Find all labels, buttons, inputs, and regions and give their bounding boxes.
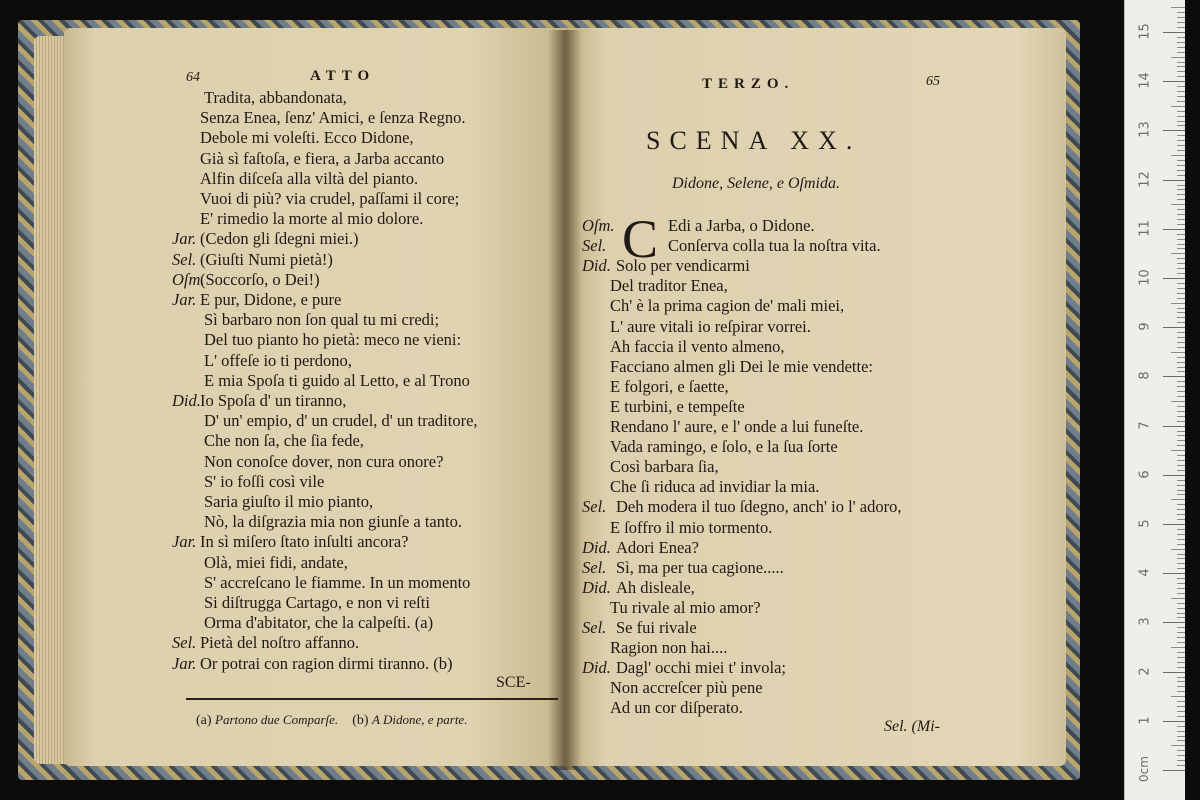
ruler-tick	[1177, 62, 1185, 63]
ruler-tick	[1177, 322, 1185, 323]
ruler-tick	[1171, 57, 1185, 58]
ruler-tick	[1177, 519, 1185, 520]
ruler-tick	[1163, 278, 1185, 279]
left-running-head: ATTO	[310, 68, 376, 84]
ruler-tick	[1177, 116, 1185, 117]
ruler-tick	[1177, 396, 1185, 397]
ruler-tick	[1177, 755, 1185, 756]
verse-line: Se fui rivale	[616, 618, 697, 637]
verse-line: Debole mi voleſti. Ecco Didone,	[200, 128, 414, 148]
verse-line: Rendano l' aure, e l' onde a lui funeſte.	[610, 417, 864, 436]
ruler-tick	[1177, 111, 1185, 112]
ruler-tick	[1177, 27, 1185, 28]
ruler-tick	[1177, 224, 1185, 225]
ruler-tick	[1177, 12, 1185, 13]
verse-line: Non accreſcer più pene	[610, 678, 763, 698]
ruler-tick	[1177, 544, 1185, 545]
speaker-label: Jar.	[172, 653, 197, 673]
verse-line: Pietà del noſtro affanno.	[200, 633, 360, 653]
verse-line: Ch' è la prima cagion de' mali miei,	[610, 296, 845, 316]
ruler-tick	[1177, 539, 1185, 540]
ruler-tick	[1177, 219, 1185, 220]
ruler-tick	[1177, 480, 1185, 481]
verse-line: Tradita, abbandonata,	[204, 88, 347, 107]
ruler-tick	[1177, 578, 1185, 579]
ruler-cm-label: 1	[1137, 716, 1153, 725]
speaker-label: Sel.	[172, 249, 197, 269]
ruler-tick	[1177, 135, 1185, 136]
ruler-tick	[1171, 7, 1185, 8]
ruler-tick	[1177, 293, 1185, 294]
ruler-tick	[1163, 475, 1185, 476]
left-catchword: SCE-	[496, 674, 531, 691]
ruler-tick	[1177, 445, 1185, 446]
ruler-cm-label: 2	[1137, 666, 1153, 676]
verse-line: S' io foſſi così vile	[204, 471, 325, 491]
ruler-tick	[1177, 170, 1185, 171]
ruler-tick	[1177, 66, 1185, 67]
verse-line: E mia Spoſa ti guido al Letto, e al Trono	[204, 370, 470, 390]
speaker-label: Did.	[172, 391, 201, 410]
ruler-tick	[1177, 308, 1185, 309]
ruler-tick	[1163, 81, 1185, 82]
ruler-tick	[1171, 450, 1185, 451]
ruler-tick	[1177, 465, 1185, 466]
ruler-tick	[1177, 239, 1185, 240]
verse-line: Senza Enea, ſenz' Amici, e ſenza Regno.	[200, 108, 466, 128]
right-running-head: TERZO.	[702, 76, 795, 92]
ruler-tick	[1177, 42, 1185, 43]
ruler-tick	[1177, 509, 1185, 510]
ruler-tick	[1177, 263, 1185, 264]
ruler-cm-label: 8	[1137, 371, 1153, 381]
ruler-tick	[1177, 199, 1185, 200]
right-page-number: 65	[926, 74, 940, 89]
verse-line: E pur, Didone, e pure	[200, 290, 342, 309]
ruler-tick	[1163, 32, 1185, 33]
ruler-tick	[1177, 416, 1185, 417]
verse-line: (Giuſti Numi pietà!)	[200, 249, 333, 269]
ruler-tick	[1177, 371, 1185, 372]
ruler-tick	[1177, 421, 1185, 422]
ruler-tick	[1171, 352, 1185, 353]
ruler-tick	[1177, 706, 1185, 707]
ruler-tick	[1171, 598, 1185, 599]
ruler-tick	[1177, 175, 1185, 176]
ruler-unit-label: 0cm	[1136, 756, 1151, 782]
ruler-tick	[1177, 367, 1185, 368]
ruler-tick	[1177, 125, 1185, 126]
verse-line: Facciano almen gli Dei le mie vendette:	[610, 356, 873, 376]
ruler-tick	[1171, 401, 1185, 402]
ruler-tick	[1177, 312, 1185, 313]
verse-line: E' rimedio la morte al mio dolore.	[200, 209, 424, 229]
ruler-tick	[1177, 593, 1185, 594]
ruler-tick	[1177, 342, 1185, 343]
speaker-label: Sel.	[582, 236, 607, 256]
verse-line: Deh modera il tuo ſdegno, anch' io l' adoro,	[616, 497, 902, 517]
speaker-label: Did.	[582, 256, 611, 276]
verse-line: Che ſi riduca ad invidiar la mia.	[610, 477, 820, 497]
ruler-tick	[1177, 662, 1185, 663]
ruler-tick	[1177, 554, 1185, 555]
ruler-tick	[1177, 189, 1185, 190]
ruler-tick	[1163, 622, 1185, 623]
verse-line: Saria giuſto il mio pianto,	[204, 492, 374, 511]
verse-line: Ad un cor diſperato.	[610, 698, 743, 718]
ruler-tick	[1177, 258, 1185, 259]
ruler-tick	[1177, 209, 1185, 210]
verse-line: Conſerva colla tua la noſtra vita.	[668, 236, 881, 256]
ruler-cm-label: 6	[1137, 470, 1153, 479]
ruler-tick	[1177, 667, 1185, 668]
ruler-tick	[1163, 721, 1185, 722]
ruler-tick	[1177, 731, 1185, 732]
ruler-tick	[1177, 268, 1185, 269]
verse-line: Non conoſce dover, non cura onore?	[204, 451, 444, 471]
ruler-tick	[1177, 701, 1185, 702]
ruler-tick	[1163, 229, 1185, 230]
verse-line: Adori Enea?	[616, 537, 699, 557]
scene-cast: Didone, Selene, e Oſmida.	[672, 175, 840, 192]
verse-line: Del traditor Enea,	[610, 276, 728, 296]
book-gutter	[548, 30, 582, 770]
verse-line: Alfin diſceſa alla viltà del pianto.	[200, 168, 419, 188]
ruler-tick	[1177, 317, 1185, 318]
verse-line: Vuoi di più? via crudel, paſſami il core;	[200, 189, 460, 208]
ruler-tick	[1177, 632, 1185, 633]
ruler-tick	[1177, 386, 1185, 387]
ruler-tick	[1177, 273, 1185, 274]
ruler-tick	[1177, 391, 1185, 392]
verse-line: In sì miſero ſtato inſulti ancora?	[200, 532, 409, 552]
ruler-tick	[1177, 534, 1185, 535]
speaker-label: Sel.	[582, 557, 607, 577]
verse-line: Ah disleale,	[616, 577, 695, 597]
ruler-tick	[1177, 76, 1185, 77]
ruler-tick	[1177, 558, 1185, 559]
verse-line: Ah faccia il vento almeno,	[610, 336, 785, 356]
ruler-tick	[1177, 411, 1185, 412]
verse-line: Già sì faſtoſa, e fiera, a Jarba accanto	[200, 148, 445, 168]
speaker-label: Sel.	[582, 618, 607, 637]
verse-line: Così barbara ſia,	[610, 457, 719, 477]
ruler-tick	[1177, 283, 1185, 284]
ruler-tick	[1171, 253, 1185, 254]
ruler-tick	[1177, 337, 1185, 338]
ruler-tick	[1163, 130, 1185, 131]
ruler-cm-label: 14	[1137, 72, 1153, 89]
ruler-tick	[1177, 160, 1185, 161]
footnote-b-text: A Didone, e parte.	[372, 712, 468, 727]
verse-line: E turbini, e tempeſte	[610, 396, 745, 416]
ruler-tick	[1177, 214, 1185, 215]
verse-line: Sì barbaro non ſon qual tu mi credi;	[204, 310, 440, 330]
ruler-tick	[1177, 101, 1185, 102]
ruler-tick	[1177, 140, 1185, 141]
ruler-tick	[1177, 686, 1185, 687]
ruler-tick	[1177, 514, 1185, 515]
ruler-tick	[1171, 155, 1185, 156]
ruler-tick	[1163, 180, 1185, 181]
verse-line: Del tuo pianto ho pietà: meco ne vieni:	[204, 330, 462, 350]
ruler-tick	[1177, 765, 1185, 766]
footnote-b-mark: (b)	[352, 713, 369, 728]
verse-line: Sì, ma per tua cagione.....	[616, 557, 784, 577]
measurement-ruler	[1124, 0, 1185, 800]
ruler-tick	[1163, 327, 1185, 328]
ruler-tick	[1177, 494, 1185, 495]
ruler-tick	[1177, 298, 1185, 299]
ruler-tick	[1177, 490, 1185, 491]
ruler-tick	[1177, 165, 1185, 166]
ruler-tick	[1177, 617, 1185, 618]
speaker-label: Did.	[582, 577, 611, 597]
ruler-cm-label: 10	[1137, 269, 1153, 286]
speaker-label: Jar.	[172, 229, 197, 249]
footnote-a-mark: (a)	[196, 713, 212, 728]
ruler-cm-label: 11	[1137, 220, 1153, 237]
ruler-tick	[1171, 549, 1185, 550]
speaker-label: Sel.	[582, 497, 607, 517]
ruler-tick	[1171, 303, 1185, 304]
verse-line: Ragion non hai....	[610, 638, 728, 658]
ruler-tick	[1171, 499, 1185, 500]
ruler-tick	[1177, 657, 1185, 658]
ruler-tick	[1177, 740, 1185, 741]
ruler-tick	[1177, 288, 1185, 289]
footnote	[196, 712, 467, 729]
verse-line: Vada ramingo, e ſolo, e la ſua ſorte	[610, 437, 838, 457]
ruler-cm-label: 4	[1137, 568, 1153, 577]
left-page-number: 64	[186, 70, 200, 85]
ruler-cm-label: 7	[1137, 420, 1153, 430]
ruler-tick	[1177, 736, 1185, 737]
verse-line: Che non ſa, che ſia fede,	[204, 431, 364, 451]
ruler-tick	[1177, 652, 1185, 653]
ruler-tick	[1163, 672, 1185, 673]
ruler-tick	[1177, 627, 1185, 628]
ruler-tick	[1177, 681, 1185, 682]
ruler-tick	[1177, 440, 1185, 441]
verse-line: Olà, miei fidi, andate,	[204, 552, 348, 572]
speaker-label: Sel.	[172, 633, 197, 653]
ruler-tick	[1177, 96, 1185, 97]
ruler-tick	[1177, 642, 1185, 643]
ruler-tick	[1177, 711, 1185, 712]
ruler-tick	[1177, 608, 1185, 609]
ruler-tick	[1171, 204, 1185, 205]
ruler-tick	[1177, 760, 1185, 761]
ruler-tick	[1163, 573, 1185, 574]
speaker-label: Did.	[582, 537, 611, 557]
verse-line: Solo per vendicarmi	[616, 256, 750, 276]
verse-line: (Cedon gli ſdegni miei.)	[200, 229, 359, 249]
verse-line: Io Spoſa d' un tiranno,	[200, 391, 347, 410]
ruler-tick	[1177, 603, 1185, 604]
ruler-tick	[1177, 121, 1185, 122]
ruler-cm-label: 9	[1137, 322, 1153, 331]
ruler-cm-label: 5	[1137, 519, 1153, 528]
verse-line: (Soccorſo, o Dei!)	[200, 269, 320, 289]
ruler-tick	[1177, 381, 1185, 382]
ruler-tick	[1177, 460, 1185, 461]
ruler-tick	[1177, 332, 1185, 333]
ruler-tick	[1163, 426, 1185, 427]
ruler-tick	[1177, 194, 1185, 195]
speaker-label: Jar.	[172, 290, 197, 309]
ruler-tick	[1177, 613, 1185, 614]
speaker-label: Did.	[582, 658, 611, 678]
ruler-tick	[1177, 568, 1185, 569]
ruler-tick	[1177, 244, 1185, 245]
ruler-tick	[1177, 716, 1185, 717]
ruler-tick	[1177, 563, 1185, 564]
ruler-tick	[1177, 47, 1185, 48]
verse-line: S' accreſcano le fiamme. In un momento	[204, 572, 471, 592]
speaker-label: Oſm.	[172, 269, 205, 289]
ruler-tick	[1177, 347, 1185, 348]
ruler-tick	[1177, 435, 1185, 436]
ruler-tick	[1177, 150, 1185, 151]
ruler-tick	[1163, 524, 1185, 525]
ruler-tick	[1177, 588, 1185, 589]
ruler-tick	[1177, 248, 1185, 249]
verse-line: D' un' empio, d' un crudel, d' un traditore,	[204, 411, 478, 431]
ruler-tick	[1177, 726, 1185, 727]
ruler-tick	[1177, 504, 1185, 505]
drop-cap: C	[622, 209, 659, 269]
verse-line: E ſoffro il mio tormento.	[610, 517, 773, 537]
ruler-cm-label: 13	[1137, 121, 1153, 139]
ruler-tick	[1177, 52, 1185, 53]
ruler-tick	[1177, 470, 1185, 471]
ruler-tick	[1177, 234, 1185, 235]
verse-line: Si diſtrugga Cartago, e non vi reſti	[204, 593, 430, 612]
verse-line: Dagl' occhi miei t' invola;	[616, 658, 786, 678]
verse-line: Orma d'abitator, che la calpeſti. (a)	[204, 613, 434, 633]
ruler-tick	[1177, 362, 1185, 363]
ruler-tick	[1177, 529, 1185, 530]
verse-line: E folgori, e ſaette,	[610, 376, 729, 396]
ruler-tick	[1163, 376, 1185, 377]
verse-line: L' offeſe io ti perdono,	[204, 350, 352, 370]
footnote-rule	[186, 698, 558, 700]
speaker-label: Oſm.	[582, 216, 615, 235]
ruler-tick	[1177, 17, 1185, 18]
ruler-tick	[1177, 691, 1185, 692]
ruler-tick	[1177, 637, 1185, 638]
verse-line: Nò, la diſgrazia mia non giunſe a tanto.	[204, 512, 462, 532]
ruler-tick	[1171, 696, 1185, 697]
verse-line: L' aure vitali io reſpirar vorrei.	[610, 316, 811, 336]
ruler-tick	[1177, 455, 1185, 456]
ruler-tick	[1177, 357, 1185, 358]
verse-line: Or potrai con ragion dirmi tiranno. (b)	[200, 653, 453, 673]
ruler-tick	[1177, 22, 1185, 23]
ruler-tick	[1171, 106, 1185, 107]
ruler-tick	[1177, 86, 1185, 87]
ruler-cm-label: 15	[1137, 23, 1153, 40]
verse-line: Edi a Jarba, o Didone.	[668, 216, 815, 235]
verse-line: Tu rivale al mio amor?	[610, 597, 761, 617]
ruler-tick	[1177, 485, 1185, 486]
speaker-label: Jar.	[172, 532, 197, 552]
ruler-tick	[1177, 91, 1185, 92]
ruler-tick	[1171, 647, 1185, 648]
ruler-tick	[1177, 750, 1185, 751]
footnote-a-text: Partono due Comparſe.	[215, 712, 339, 727]
ruler-tick	[1177, 583, 1185, 584]
ruler-tick	[1177, 677, 1185, 678]
ruler-cm-label: 12	[1137, 170, 1153, 188]
ruler-tick	[1177, 406, 1185, 407]
ruler-tick	[1171, 745, 1185, 746]
ruler-tick	[1177, 431, 1185, 432]
ruler-tick	[1177, 37, 1185, 38]
right-catchword: Sel. (Mi-	[884, 718, 940, 735]
scene-title: SCENA XX.	[646, 126, 862, 155]
ruler-tick	[1163, 770, 1185, 771]
ruler-tick	[1177, 145, 1185, 146]
ruler-tick	[1177, 71, 1185, 72]
ruler-cm-label: 3	[1137, 617, 1153, 627]
ruler-tick	[1177, 185, 1185, 186]
